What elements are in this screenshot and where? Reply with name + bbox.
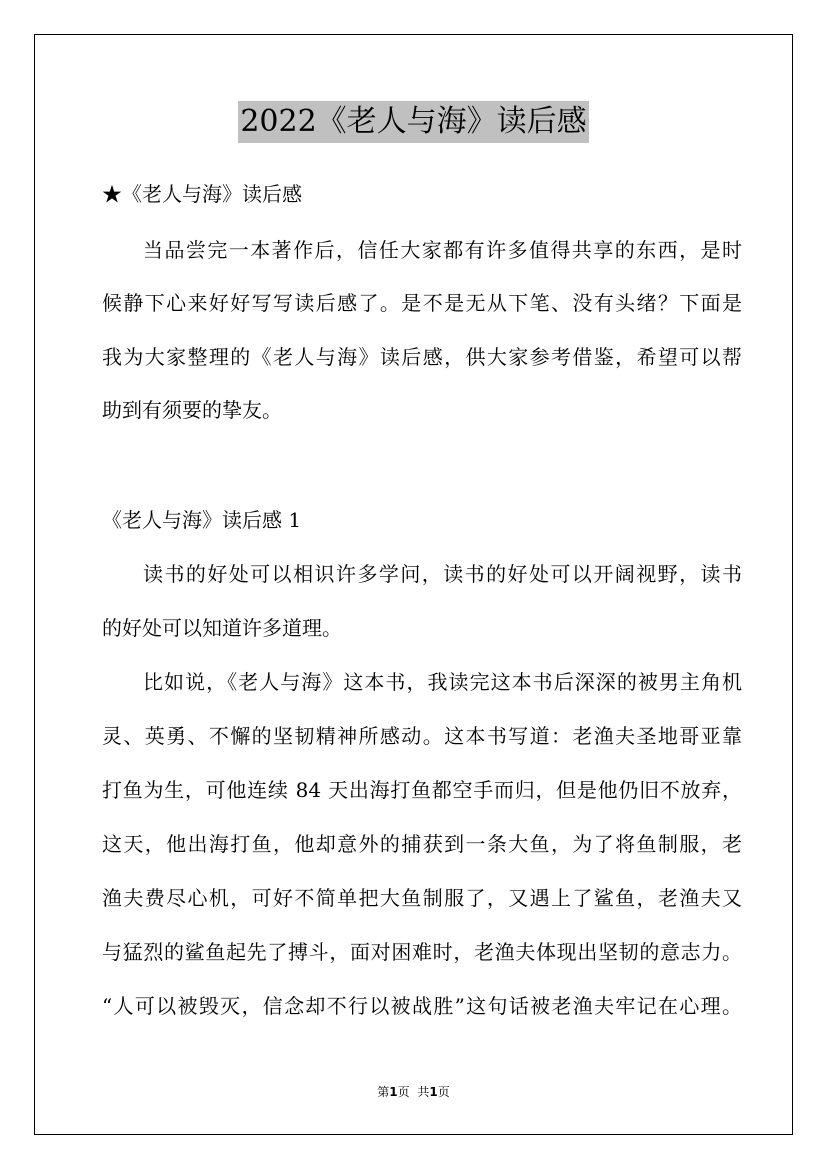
paragraph-line: 比如说，《老人与海》这本书，我读完这本书后深深的被男主角机 — [143, 670, 742, 694]
intro-line: 当品尝完一本著作后，信任大家都有许多值得共享的东西，是时 — [143, 238, 742, 262]
total-unit: 页 — [437, 1085, 450, 1099]
total-prefix: 共 — [417, 1085, 430, 1099]
paragraph-line: 灵、英勇、不懈的坚韧精神所感动。这本书写道：老渔夫圣地哥亚靠 — [102, 724, 742, 748]
intro-line: 候静下心来好好写写读后感了。是不是无从下笔、没有头绪？下面是 — [102, 291, 742, 315]
page-total: 1 — [429, 1085, 438, 1099]
title-container — [0, 101, 827, 143]
intro-line: 我为大家整理的《老人与海》读后感，供大家参考借鉴，希望可以帮 — [102, 345, 742, 369]
paragraph-line: 这天，他出海打鱼，他却意外的捕获到一条大鱼，为了将鱼制服，老 — [102, 832, 742, 856]
paragraph-line: 与猛烈的鲨鱼起先了搏斗，面对困难时，老渔夫体现出坚韧的意志力。 — [102, 940, 742, 964]
paragraph-line: 打鱼为生，可他连续 84 天出海打鱼都空手而归，但是他仍旧不放弃， — [102, 778, 742, 802]
page-prefix: 第 — [377, 1085, 390, 1099]
page-unit: 页 — [397, 1085, 410, 1099]
paragraph-line: 的好处可以知道许多道理。 — [102, 616, 342, 640]
paragraph-line: 渔夫费尽心机，可好不简单把大鱼制服了，又遇上了鲨鱼，老渔夫又 — [102, 886, 742, 910]
paragraph-line: 读书的好处可以相识许多学问，读书的好处可以开阔视野，读书 — [143, 562, 742, 586]
page-footer — [0, 1084, 827, 1100]
paragraph-line: “人可以被毁灭，信念却不行以被战胜”这句话被老渔夫牢记在心理。 — [102, 994, 742, 1018]
section-heading: 《老人与海》读后感 1 — [102, 508, 302, 532]
page-current: 1 — [389, 1085, 398, 1099]
document-title: 2022《老人与海》读后感 — [238, 101, 588, 143]
intro-line: 助到有须要的挚友。 — [102, 398, 282, 422]
subtitle: ★《老人与海》读后感 — [102, 182, 302, 206]
